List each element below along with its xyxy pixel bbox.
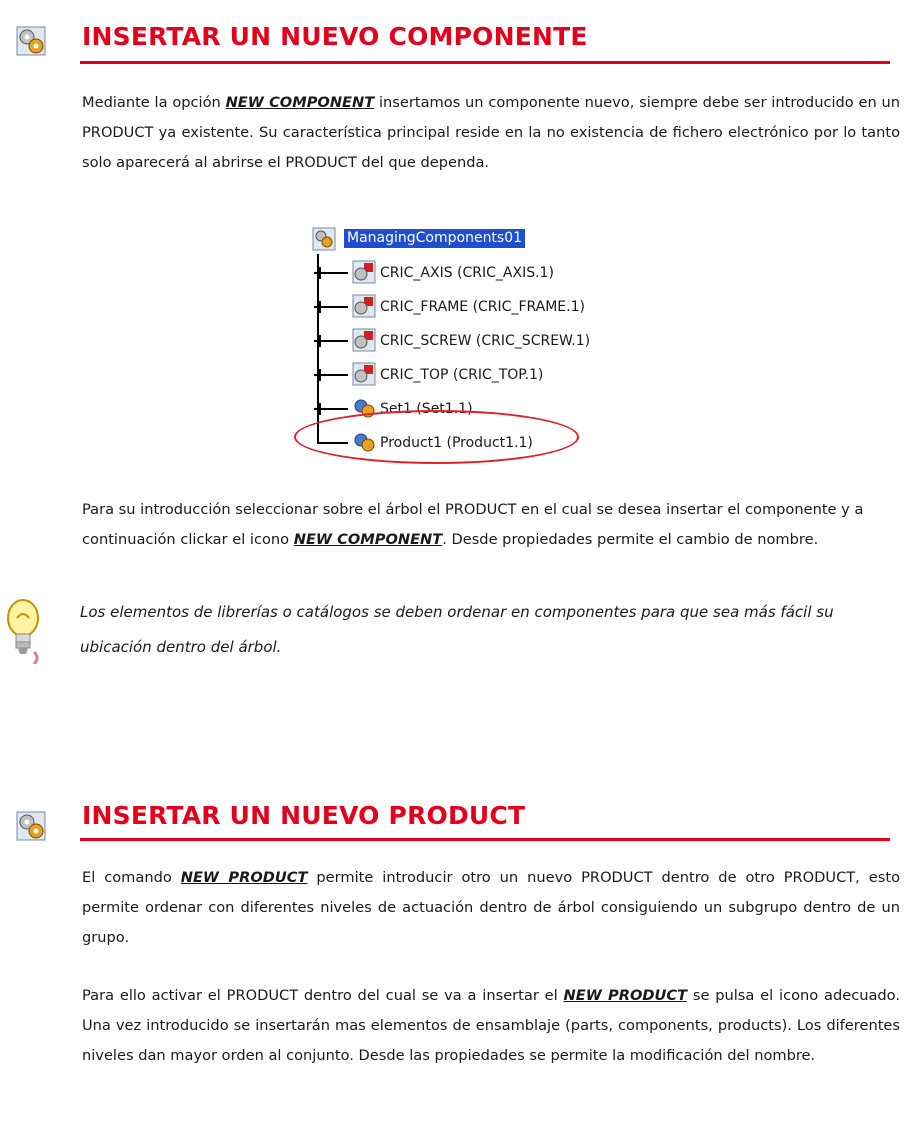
part-icon [352, 362, 376, 386]
section-title: INSERTAR UN NUEVO PRODUCT [82, 801, 526, 830]
gear-product-icon [16, 26, 46, 56]
tree-node-label: Product1 (Product1.1) [380, 435, 533, 451]
tree-node-label: Set1 (Set1.1) [380, 401, 473, 417]
expand-icon[interactable] [313, 266, 327, 280]
expand-icon[interactable] [313, 402, 327, 416]
gear-product-icon [16, 811, 46, 841]
expand-icon[interactable] [313, 334, 327, 348]
keyword-new-component: NEW COMPONENT [293, 531, 443, 548]
keyword-new-product: NEW PRODUCT [180, 869, 308, 886]
specification-tree [310, 226, 610, 466]
section-title: INSERTAR UN NUEVO COMPONENTE [82, 22, 588, 51]
title-underline [80, 838, 890, 841]
expand-icon[interactable] [313, 300, 327, 314]
product-icon [312, 227, 336, 251]
tree-node-label: CRIC_TOP (CRIC_TOP.1) [380, 367, 544, 383]
product-paragraph-2: Para ello activar el PRODUCT dentro del cual se va a insertar el NEW PRODUCT se pulsa el icono adecuado. Una vez introducido se insertarán mas elementos de ensamblaje (parts, components, products). Los diferentes niveles dan mayor orden al conjunto. Desde las propiedades se permite la modificación del nombre. [82, 987, 900, 1064]
tree-node-label: CRIC_AXIS (CRIC_AXIS.1) [380, 265, 554, 281]
part-icon [352, 260, 376, 284]
part-icon [352, 328, 376, 352]
tree-node-label: CRIC_SCREW (CRIC_SCREW.1) [380, 333, 591, 349]
part-icon [352, 294, 376, 318]
product-paragraph-1: El comando NEW PRODUCT permite introducir otro un nuevo PRODUCT dentro de otro PRODUCT, esto permite ordenar con diferentes niveles de actuación dentro de árbol consiguiendo un subgrupo dentro de un grupo. [82, 869, 900, 946]
tip-text: Los elementos de librerías o catálogos se deben ordenar en componentes para que sea más fácil su ubicación dentro del árbol. [80, 603, 834, 656]
keyword-new-product: NEW PRODUCT [563, 987, 688, 1004]
expand-icon[interactable] [313, 368, 327, 382]
highlight-ellipse [294, 410, 579, 464]
intro-paragraph: Mediante la opción NEW COMPONENT insertamos un componente nuevo, siempre debe ser introducido en un PRODUCT ya existente. Su característica principal reside en la no existencia de fichero electrónico por lo tanto solo aparecerá al abrirse el PRODUCT del que dependa. [82, 94, 900, 171]
lightbulb-icon [4, 596, 42, 664]
tree-root-label: ManagingComponents01 [344, 229, 525, 248]
instruction-paragraph: Para su introducción seleccionar sobre el árbol el PRODUCT en el cual se desea insertar el componente y a continuación clickar el icono NEW COMPONENT. Desde propiedades permite el cambio de nombre. [82, 501, 864, 548]
keyword-new-component: NEW COMPONENT [225, 94, 375, 111]
title-underline [80, 61, 890, 64]
tree-node-label: CRIC_FRAME (CRIC_FRAME.1) [380, 299, 585, 315]
